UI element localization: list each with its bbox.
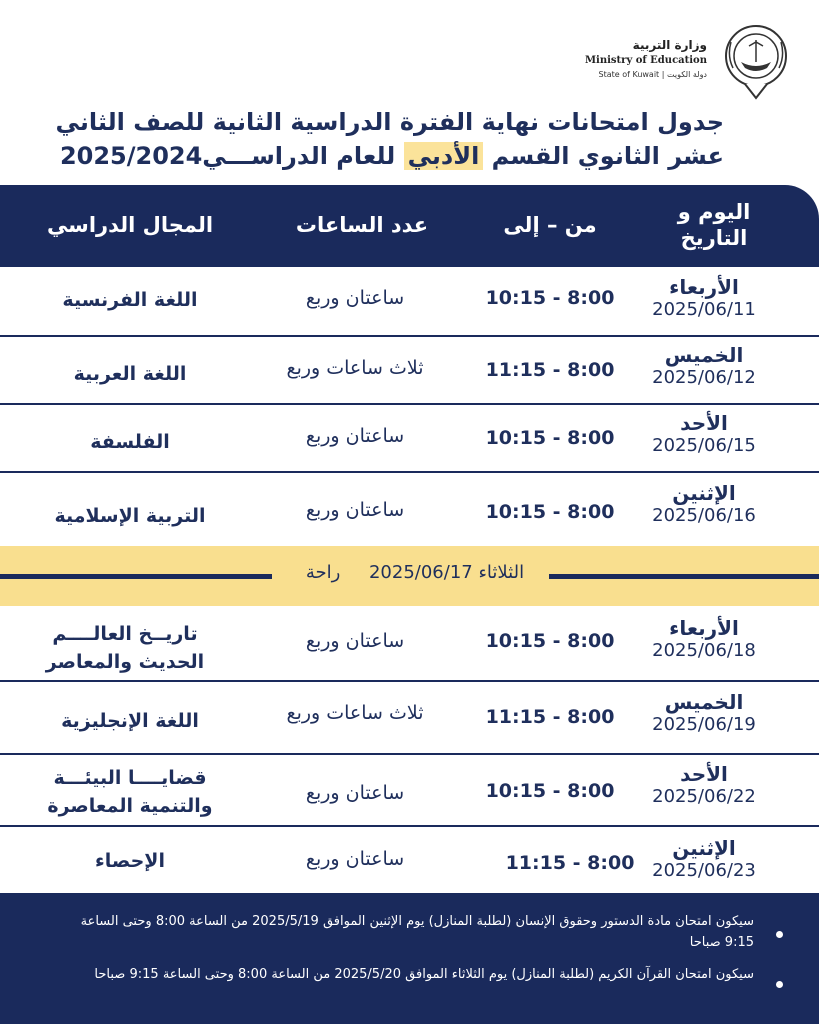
column-header-time: من – إلى bbox=[503, 213, 597, 237]
day-date: 2025/06/19 bbox=[652, 714, 756, 735]
ministry-name-english: Ministry of Education bbox=[584, 55, 707, 66]
day-cell bbox=[629, 411, 779, 456]
time-cell: 10:15 - 8:00 bbox=[485, 501, 615, 523]
rest-line-left bbox=[0, 574, 272, 579]
day-cell bbox=[629, 616, 779, 661]
day-date: 2025/06/23 bbox=[652, 860, 756, 881]
row-divider bbox=[0, 825, 819, 827]
day-date: 2025/06/22 bbox=[652, 786, 756, 807]
rest-day-date: 2025/06/17 bbox=[368, 562, 473, 583]
day-cell bbox=[629, 275, 779, 320]
table-row bbox=[0, 690, 819, 750]
time-cell: 11:15 - 8:00 bbox=[505, 852, 635, 874]
time-cell: 10:15 - 8:00 bbox=[485, 427, 615, 449]
day-name: الأربعاء bbox=[669, 275, 739, 299]
title-text-part: للعام الدراســـي2025/2024 bbox=[59, 142, 404, 170]
title-text-part: عشر الثانوي القسم bbox=[483, 142, 724, 170]
page-title-line2 bbox=[24, 142, 724, 170]
time-cell: 11:15 - 8:00 bbox=[485, 706, 615, 728]
table-row bbox=[0, 411, 819, 471]
day-date: 2025/06/15 bbox=[652, 435, 756, 456]
state-english: State of Kuwait bbox=[598, 70, 660, 79]
page-title-line1: جدول امتحانات نهاية الفترة الدراسية الثانية للصف الثاني bbox=[55, 108, 724, 136]
table-row bbox=[0, 762, 819, 824]
subject-cell: التربية الإسلامية bbox=[54, 505, 206, 527]
row-divider bbox=[0, 335, 819, 337]
rest-line-right bbox=[549, 574, 819, 579]
rest-day-name: الثلاثاء bbox=[478, 562, 525, 583]
day-name: الخميس bbox=[664, 690, 744, 714]
time-cell: 10:15 - 8:00 bbox=[485, 780, 615, 802]
day-name: الإثنين bbox=[672, 836, 736, 860]
subject-cell: الفلسفة bbox=[90, 431, 170, 453]
row-divider bbox=[0, 753, 819, 755]
day-cell bbox=[629, 481, 779, 526]
day-name: الأربعاء bbox=[669, 616, 739, 640]
title-highlight: الأدبي bbox=[404, 142, 484, 170]
hours-cell: ساعتان وربع bbox=[305, 499, 405, 521]
state-line: State of Kuwait | دولة الكويت bbox=[598, 70, 707, 79]
time-cell: 10:15 - 8:00 bbox=[485, 630, 615, 652]
table-row bbox=[0, 836, 819, 892]
hours-cell: ساعتان وربع bbox=[305, 425, 405, 447]
day-cell bbox=[629, 836, 779, 881]
hours-cell: ثلاث ساعات وربع bbox=[286, 702, 424, 724]
subject-cell: اللغة العربية bbox=[73, 363, 187, 385]
day-cell bbox=[629, 343, 779, 388]
day-date: 2025/06/16 bbox=[652, 505, 756, 526]
row-divider bbox=[0, 680, 819, 682]
table-header bbox=[0, 185, 819, 267]
row-divider bbox=[0, 403, 819, 405]
day-date: 2025/06/11 bbox=[652, 299, 756, 320]
day-cell bbox=[629, 690, 779, 735]
day-name: الأحد bbox=[680, 762, 728, 786]
subject-cell: اللغة الإنجليزية bbox=[61, 710, 199, 732]
note-item: سيكون امتحان القرآن الكريم (لطلبة المنازل) يوم الثلاثاء الموافق 2025/5/20 من الساعة 8:00 وحتى الساعة 9:15 صباحا bbox=[94, 967, 754, 982]
row-divider bbox=[0, 471, 819, 473]
day-name: الإثنين bbox=[672, 481, 736, 505]
day-name: الخميس bbox=[664, 343, 744, 367]
subject-cell: قضايــــا البيئـــة والتنمية المعاصرة bbox=[47, 767, 213, 817]
kuwait-emblem-icon bbox=[719, 22, 793, 102]
bullet-icon bbox=[776, 981, 783, 988]
table-row bbox=[0, 343, 819, 403]
day-date: 2025/06/18 bbox=[652, 640, 756, 661]
column-header-subject: المجال الدراسي bbox=[46, 213, 214, 237]
subject-cell: تاريــخ العالــــم الحديث والمعاصر bbox=[45, 623, 205, 673]
bullet-icon bbox=[776, 931, 783, 938]
time-cell: 11:15 - 8:00 bbox=[485, 359, 615, 381]
hours-cell: ساعتان وربع bbox=[305, 287, 405, 309]
state-arabic: دولة الكويت bbox=[667, 70, 707, 79]
rest-day-label bbox=[290, 562, 540, 583]
hours-cell: ساعتان وربع bbox=[305, 782, 405, 804]
day-date: 2025/06/12 bbox=[652, 367, 756, 388]
day-cell bbox=[629, 762, 779, 807]
column-header-hours: عدد الساعات bbox=[295, 213, 429, 237]
column-header-day: اليوم و التاريخ bbox=[677, 200, 751, 250]
hours-cell: ساعتان وربع bbox=[305, 630, 405, 652]
subject-cell: الإحصاء bbox=[95, 850, 165, 872]
notes-footer bbox=[0, 893, 819, 1024]
ministry-name-arabic: وزارة التربية bbox=[632, 38, 707, 52]
hours-cell: ثلاث ساعات وربع bbox=[286, 357, 424, 379]
table-row bbox=[0, 616, 819, 678]
time-cell: 10:15 - 8:00 bbox=[485, 287, 615, 309]
subject-cell: اللغة الفرنسية bbox=[62, 289, 198, 311]
rest-label: راحة bbox=[305, 562, 341, 583]
day-name: الأحد bbox=[680, 411, 728, 435]
hours-cell: ساعتان وربع bbox=[305, 848, 405, 870]
table-row bbox=[0, 481, 819, 541]
note-item: سيكون امتحان مادة الدستور وحقوق الإنسان (لطلبة المنازل) يوم الإثنين الموافق 2025/5/19 من الساعة 8:00 وحتى الساعة 9:15 صباحا bbox=[80, 914, 754, 950]
table-row bbox=[0, 275, 819, 335]
